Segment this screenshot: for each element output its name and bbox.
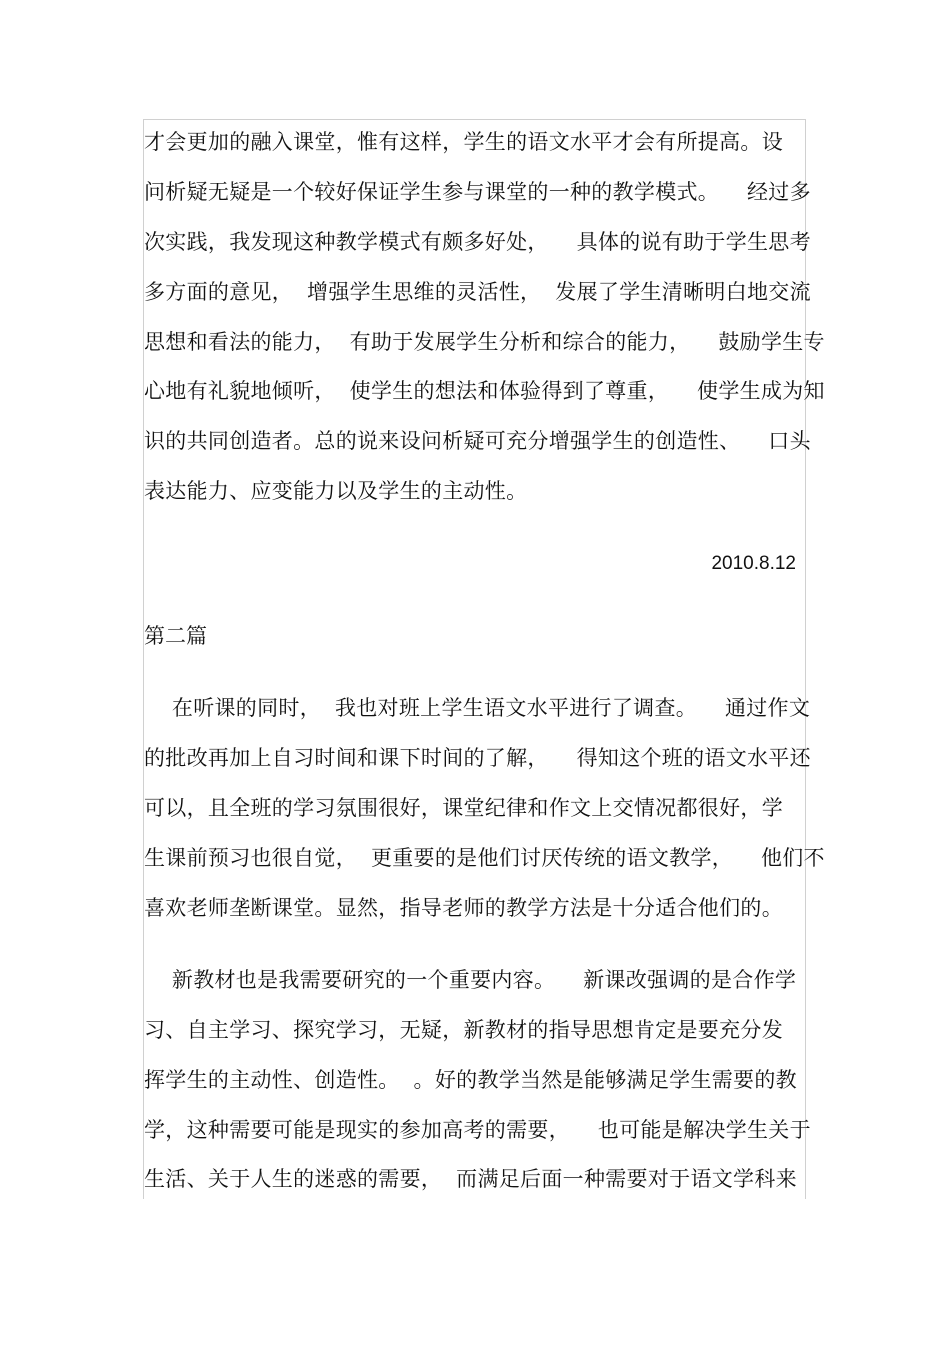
paragraph-3-line-1: 新教材也是我需要研究的一个重要内容。 新课改强调的是合作学 — [144, 968, 797, 992]
date-stamp: 2010.8.12 — [711, 553, 796, 574]
section-heading: 第二篇 — [144, 624, 207, 648]
paragraph-2-line-2: 的批改再加上自习时间和课下时间的了解， 得知这个班的语文水平还 — [144, 746, 811, 770]
paragraph-1-line-5: 思想和看法的能力， 有助于发展学生分析和综合的能力， 鼓励学生专 — [144, 330, 825, 354]
paragraph-2-line-1: 在听课的同时， 我也对班上学生语文水平进行了调查。 通过作文 — [144, 696, 811, 720]
paragraph-3-line-3: 挥学生的主动性、创造性。 。好的教学当然是能够满足学生需要的教 — [144, 1068, 797, 1092]
paragraph-1-line-6: 心地有礼貌地倾听， 使学生的想法和体验得到了尊重， 使学生成为知 — [144, 379, 825, 403]
paragraph-2-line-3: 可以，且全班的学习氛围很好，课堂纪律和作文上交情况都很好，学 — [144, 796, 783, 820]
paragraph-1-line-7: 识的共同创造者。总的说来设问析疑可充分增强学生的创造性、 口头 — [144, 429, 811, 453]
paragraph-1-line-1: 才会更加的融入课堂，惟有这样，学生的语文水平才会有所提高。设 — [144, 130, 783, 154]
paragraph-1-line-3: 次实践，我发现这种教学模式有颇多好处， 具体的说有助于学生思考 — [144, 230, 811, 254]
paragraph-1-line-8: 表达能力、应变能力以及学生的主动性。 — [144, 479, 528, 503]
paragraph-2-line-4: 生课前预习也很自觉， 更重要的是他们讨厌传统的语文教学， 他们不 — [144, 846, 825, 870]
paragraph-1-line-4: 多方面的意见， 增强学生思维的灵活性， 发展了学生清晰明白地交流 — [144, 280, 811, 304]
paragraph-3-line-5: 生活、关于人生的迷惑的需要， 而满足后面一种需要对于语文学科来 — [144, 1167, 797, 1191]
paragraph-2-line-5: 喜欢老师垄断课堂。显然，指导老师的教学方法是十分适合他们的。 — [144, 896, 783, 920]
paragraph-1-line-2: 问析疑无疑是一个较好保证学生参与课堂的一种的教学模式。 经过多 — [144, 180, 811, 204]
paragraph-3-line-4: 学，这种需要可能是现实的参加高考的需要， 也可能是解决学生关于 — [144, 1118, 811, 1142]
paragraph-3-line-2: 习、自主学习、探究学习，无疑，新教材的指导思想肯定是要充分发 — [144, 1018, 783, 1042]
